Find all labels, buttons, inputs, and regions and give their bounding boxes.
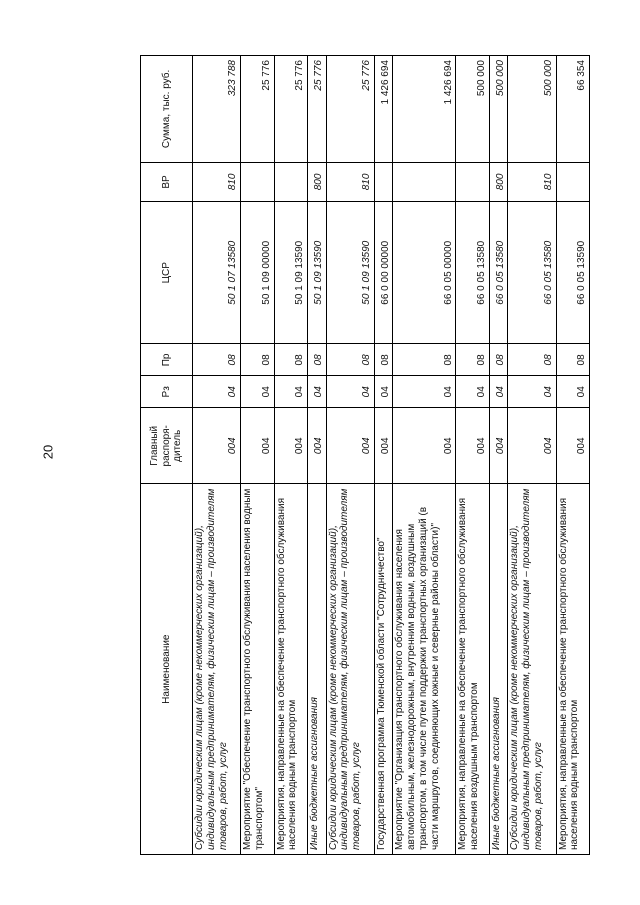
cell-name: Субсидии юридическим лицам (кроме некоммерческих организаций), индивидуальным предпринимателям, физическим лицам – производителям товаров, работ, услуг: [326, 484, 374, 855]
cell-csr: 50 1 09 00000: [241, 202, 274, 344]
cell-glav: 004: [241, 408, 274, 484]
header-pr: Пр: [141, 344, 193, 376]
cell-rz: 04: [307, 376, 326, 408]
cell-glav: 004: [508, 408, 556, 484]
cell-vr: 800: [489, 162, 508, 201]
cell-rz: 04: [508, 376, 556, 408]
cell-glav: 004: [274, 408, 307, 484]
cell-glav: 004: [307, 408, 326, 484]
cell-pr: 08: [508, 344, 556, 376]
table-row: [508, 56, 556, 855]
cell-name: Субсидии юридическим лицам (кроме некоммерческих организаций), индивидуальным предпринимателям, физическим лицам – производителям товаров, работ, услуг: [508, 484, 556, 855]
cell-sum: 500 000: [508, 56, 556, 163]
cell-rz: 04: [193, 376, 241, 408]
header-csr: ЦСР: [141, 202, 193, 344]
cell-glav: 004: [456, 408, 489, 484]
cell-vr: [241, 162, 274, 201]
cell-glav: 004: [556, 408, 589, 484]
cell-csr: 50 1 09 13590: [274, 202, 307, 344]
header-name: Наименование: [141, 484, 193, 855]
cell-rz: 04: [326, 376, 374, 408]
cell-vr: [456, 162, 489, 201]
cell-name: Мероприятие "Организация транспортного обслуживания населения автомобильным, железнодорожным, внутренним водным, воздушным транспортом, в том числе путем поддержки транспортных организаций (в части маршрутов, соединяющих южные и северные районы области)": [393, 484, 456, 855]
cell-csr: 66 0 05 13580: [456, 202, 489, 344]
table-wrapper: [140, 55, 590, 855]
cell-name: Мероприятия, направленные на обеспечение транспортного обслуживания населения воздушным транспортом: [456, 484, 489, 855]
cell-rz: 04: [556, 376, 589, 408]
cell-sum: 1 426 694: [393, 56, 456, 163]
cell-pr: 08: [556, 344, 589, 376]
table-row: [241, 56, 274, 855]
cell-rz: 04: [393, 376, 456, 408]
table-row: [274, 56, 307, 855]
table-row: [456, 56, 489, 855]
cell-csr: 50 1 07 13580: [193, 202, 241, 344]
cell-sum: 66 354: [556, 56, 589, 163]
cell-vr: 810: [508, 162, 556, 201]
table-row: [326, 56, 374, 855]
cell-vr: 810: [326, 162, 374, 201]
cell-pr: 08: [393, 344, 456, 376]
table-row: [556, 56, 589, 855]
cell-rz: 04: [489, 376, 508, 408]
cell-sum: 25 776: [274, 56, 307, 163]
cell-pr: 08: [241, 344, 274, 376]
cell-sum: 25 776: [307, 56, 326, 163]
cell-name: Государственная программа Тюменской области "Сотрудничество": [374, 484, 393, 855]
cell-sum: 1 426 694: [374, 56, 393, 163]
cell-csr: 50 1 09 13590: [326, 202, 374, 344]
cell-rz: 04: [374, 376, 393, 408]
cell-vr: 800: [307, 162, 326, 201]
header-sum: Сумма, тыс. руб.: [141, 56, 193, 163]
cell-pr: 08: [374, 344, 393, 376]
cell-name: Субсидии юридическим лицам (кроме некоммерческих организаций), индивидуальным предпринимателям, физическим лицам – производителям товаров, работ, услуг: [193, 484, 241, 855]
cell-csr: 66 0 05 13580: [508, 202, 556, 344]
cell-sum: 500 000: [489, 56, 508, 163]
cell-rz: 04: [241, 376, 274, 408]
cell-name: Иные бюджетные ассигнования: [489, 484, 508, 855]
cell-pr: 08: [326, 344, 374, 376]
cell-glav: 004: [489, 408, 508, 484]
cell-glav: 004: [326, 408, 374, 484]
table-row: [489, 56, 508, 855]
page-number: 20: [40, 444, 56, 460]
cell-name: Иные бюджетные ассигнования: [307, 484, 326, 855]
cell-name: Мероприятие "Обеспечение транспортного обслуживания населения водным транспортом": [241, 484, 274, 855]
cell-vr: [374, 162, 393, 201]
cell-csr: 66 0 05 13590: [556, 202, 589, 344]
cell-sum: 500 000: [456, 56, 489, 163]
table-row: [193, 56, 241, 855]
cell-rz: 04: [456, 376, 489, 408]
cell-glav: 004: [193, 408, 241, 484]
cell-vr: [393, 162, 456, 201]
table-row: [393, 56, 456, 855]
cell-vr: [274, 162, 307, 201]
cell-pr: 08: [489, 344, 508, 376]
cell-sum: 323 788: [193, 56, 241, 163]
cell-csr: 50 1 09 13590: [307, 202, 326, 344]
header-vr: ВР: [141, 162, 193, 201]
cell-pr: 08: [274, 344, 307, 376]
cell-csr: 66 0 05 00000: [393, 202, 456, 344]
cell-glav: 004: [374, 408, 393, 484]
cell-csr: 66 0 05 13580: [489, 202, 508, 344]
cell-name: Мероприятия, направленные на обеспечение транспортного обслуживания населения водным транспортом: [274, 484, 307, 855]
cell-vr: [556, 162, 589, 201]
rotated-table-container: [140, 55, 590, 855]
header-row: [141, 56, 193, 855]
cell-pr: 08: [307, 344, 326, 376]
header-glav: Главный распоря-дитель: [141, 408, 193, 484]
cell-sum: 25 776: [241, 56, 274, 163]
header-rz: Рз: [141, 376, 193, 408]
cell-csr: 66 0 00 00000: [374, 202, 393, 344]
cell-sum: 25 776: [326, 56, 374, 163]
cell-vr: 810: [193, 162, 241, 201]
table-row: [374, 56, 393, 855]
cell-glav: 004: [393, 408, 456, 484]
budget-table: [140, 55, 590, 855]
cell-rz: 04: [274, 376, 307, 408]
cell-pr: 08: [456, 344, 489, 376]
cell-pr: 08: [193, 344, 241, 376]
table-body: [193, 56, 590, 855]
cell-name: Мероприятия, направленные на обеспечение транспортного обслуживания населения водным транспортом: [556, 484, 589, 855]
table-row: [307, 56, 326, 855]
